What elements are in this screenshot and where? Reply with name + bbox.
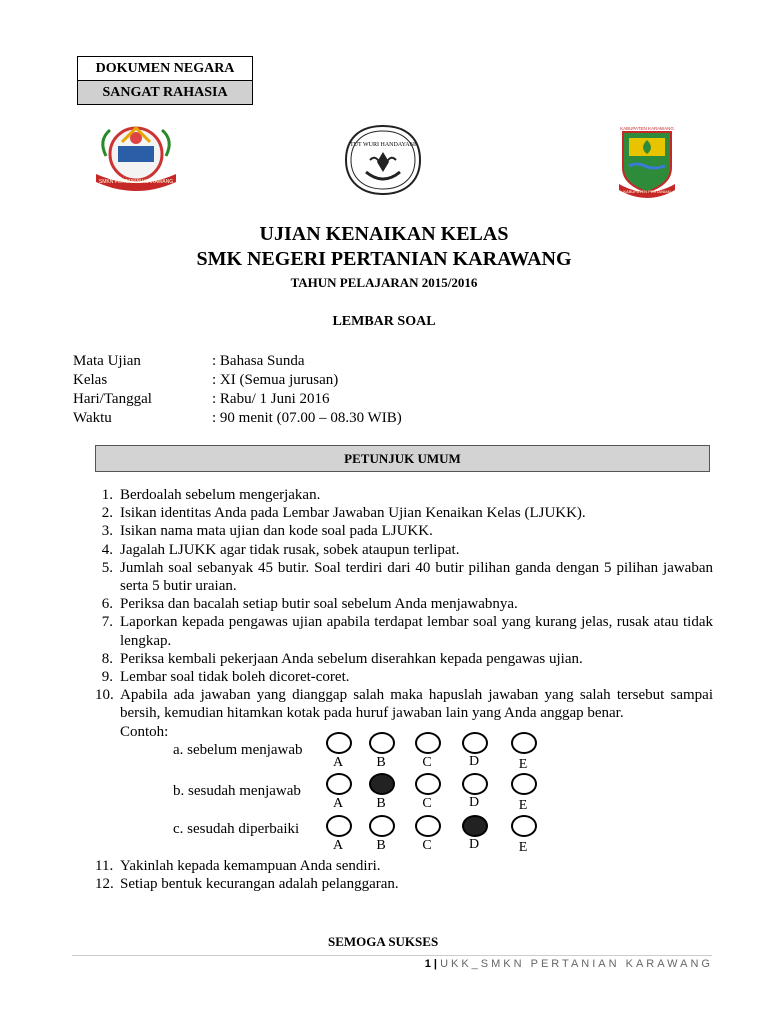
list-item: 9. Lembar soal tidak boleh dicoret-coret. — [101, 669, 350, 686]
option-letter: B — [376, 838, 386, 853]
school-logo — [92, 120, 180, 192]
list-item: 8. Periksa kembali pekerjaan Anda sebelum diserahkan kepada pengawas ujian. — [101, 650, 583, 667]
classification-stamp — [77, 56, 253, 105]
svg-text:SMKN PERTANIAN KARAWANG: SMKN PERTANIAN KARAWANG — [98, 179, 174, 185]
option-letter: C — [422, 755, 432, 770]
option-letter: D — [468, 837, 480, 852]
answer-bubble — [462, 773, 488, 795]
answer-bubble — [415, 732, 441, 754]
page-footer: 1 | UKK_SMKN PERTANIAN KARAWANG — [424, 958, 713, 970]
general-instructions-header: PETUNJUK UMUM — [95, 445, 710, 472]
answer-bubble — [462, 732, 488, 754]
option-letter: D — [468, 795, 480, 810]
answer-bubble — [511, 773, 537, 795]
option-letter: C — [422, 838, 432, 853]
exam-info — [73, 352, 402, 428]
answer-bubble — [369, 815, 395, 837]
list-item: 7. Laporkan kepada pengawas ujian apabila terdapat lembar soal yang kurang jelas, rusak atau tidak lengkap. — [101, 614, 713, 649]
answer-bubble — [326, 732, 352, 754]
option-letter: A — [332, 796, 344, 811]
school-name: SMK NEGERI PERTANIAN KARAWANG — [196, 248, 572, 270]
svg-text:KABUPATEN KARAWANG: KABUPATEN KARAWANG — [620, 126, 674, 131]
list-item: 2. Isikan identitas Anda pada Lembar Jawaban Ujian Kenaikan Kelas (LJUKK). — [101, 505, 586, 522]
option-letter: E — [518, 840, 528, 855]
answer-bubble — [326, 815, 352, 837]
list-item: 4. Jagalah LJUKK agar tidak rusak, sobek ataupun terlipat. — [101, 541, 460, 558]
list-item: 12. Setiap bentuk kecurangan adalah pelanggaran. — [95, 876, 399, 893]
option-letter: A — [332, 838, 344, 853]
example-c-label: c. sesudah diperbaiki — [173, 821, 300, 837]
answer-bubble — [415, 815, 441, 837]
example-b-label: b. sesudah menjawab — [173, 783, 301, 799]
example-a-label: a. sebelum menjawab — [173, 742, 303, 758]
info-row-subject: Mata Ujian : Bahasa Sunda — [73, 353, 305, 369]
info-row-time: Waktu : 90 menit (07.00 – 08.30 WIB) — [73, 410, 402, 426]
answer-bubble — [369, 732, 395, 754]
stamp-line-1: DOKUMEN NEGARA — [78, 57, 252, 81]
list-item: 6. Periksa dan bacalah setiap butir soal sebelum Anda menjawabnya. — [101, 596, 518, 613]
instructions-list — [95, 486, 713, 741]
page-number: 1 — [424, 958, 431, 970]
list-item: 11. Yakinlah kepada kemampuan Anda sendiri. — [95, 858, 381, 874]
option-letter: E — [518, 798, 528, 813]
list-item: 1. Berdoalah sebelum mengerjakan. — [101, 487, 321, 503]
tut-wuri-handayani-logo — [340, 124, 426, 196]
sheet-title: LEMBAR SOAL — [332, 314, 436, 329]
footer-text: UKK_SMKN PERTANIAN KARAWANG — [440, 958, 713, 970]
option-letter: B — [376, 796, 386, 811]
info-row-class: Kelas : XI (Semua jurusan) — [73, 372, 339, 388]
list-item: 10. Apabila ada jawaban yang dianggap salah maka hapuslah jawaban yang salah tersebut sampai bersih, kemudian hitamkan kotak pada huruf jawaban lain yang Anda anggap benar. — [95, 687, 713, 722]
academic-year: TAHUN PELAJARAN 2015/2016 — [290, 275, 478, 290]
option-letter: A — [332, 755, 344, 770]
exam-title: UJIAN KENAIKAN KELAS — [259, 223, 509, 245]
answer-bubble — [462, 815, 488, 837]
answer-bubble — [511, 815, 537, 837]
answer-bubble — [326, 773, 352, 795]
answer-bubble — [511, 732, 537, 754]
footer-divider — [72, 955, 712, 956]
answer-bubble — [415, 773, 441, 795]
stamp-line-2: SANGAT RAHASIA — [78, 81, 252, 104]
list-item: 5. Jumlah soal sebanyak 45 butir. Soal terdiri dari 40 butir pilihan ganda dengan 5 pilihan jawaban serta 5 butir uraian. — [101, 559, 713, 595]
instructions-list-end — [95, 857, 713, 893]
contoh-label: Contoh: — [120, 723, 169, 740]
list-item: 3. Isikan nama mata ujian dan kode soal pada LJUKK. — [101, 523, 433, 540]
option-letter: B — [376, 755, 386, 770]
info-row-date: Hari/Tanggal : Rabu/ 1 Juni 2016 — [73, 391, 330, 407]
svg-text:KABUPATEN PERTANIAN: KABUPATEN PERTANIAN — [623, 189, 671, 194]
answer-bubble — [369, 773, 395, 795]
karawang-regency-logo — [617, 122, 677, 200]
option-letter: E — [518, 757, 528, 772]
option-letter: C — [422, 796, 432, 811]
svg-text:TUT WURI HANDAYANI: TUT WURI HANDAYANI — [350, 142, 416, 148]
closing-message: SEMOGA SUKSES — [328, 934, 439, 949]
option-letter: D — [468, 754, 480, 769]
